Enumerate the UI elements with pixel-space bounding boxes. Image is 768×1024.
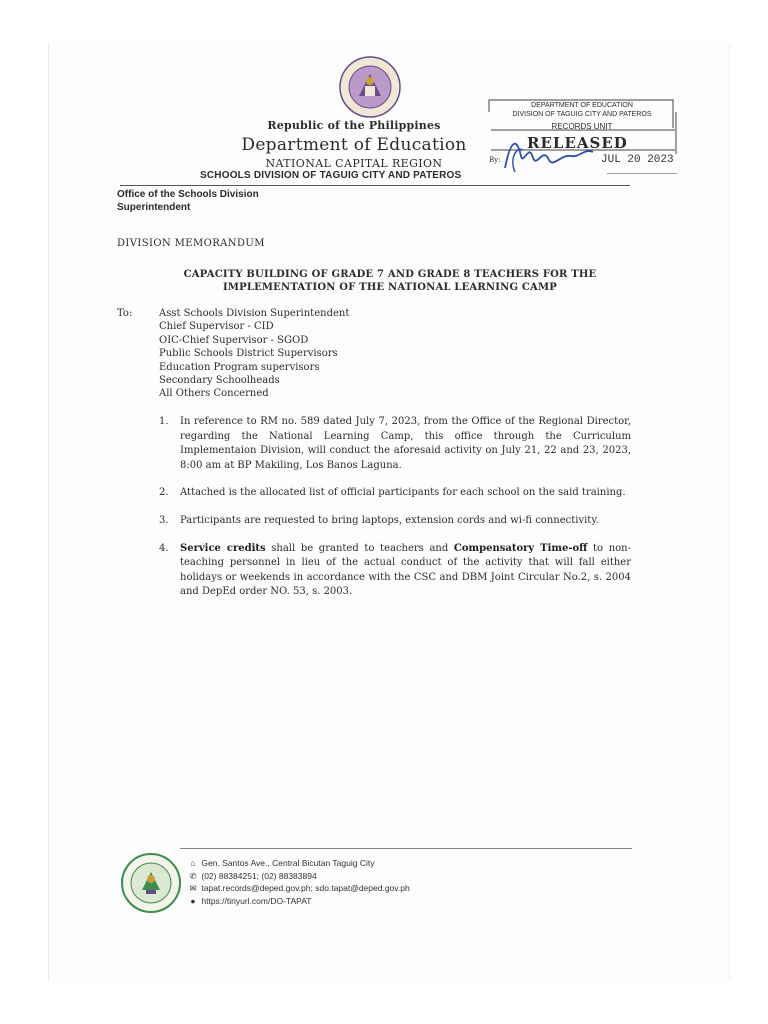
republic-heading: Republic of the Philippines: [267, 119, 441, 132]
sdo-taguig-logo-icon: [120, 852, 182, 914]
memo-body: [159, 415, 631, 613]
memo-paragraph: [159, 486, 631, 501]
office-label: Office of the Schools Division Superintendent: [117, 189, 259, 213]
recipient-item: Education Program supervisors: [159, 361, 320, 373]
phone-icon: ✆: [189, 870, 197, 881]
deped-seal-icon: [339, 56, 401, 118]
paragraph-number: 2.: [159, 487, 169, 499]
contact-list: [187, 857, 410, 907]
contact-phone: ✆ (02) 88384251; (02) 88383894: [187, 870, 410, 883]
recipient-item: Secondary Schoolheads: [159, 375, 280, 387]
stamp-date: JUL 20 2023: [601, 154, 674, 166]
contact-email: ✉ tapat.records@deped.gov.ph; sdo.tapat@deped.gov.ph: [187, 882, 410, 895]
paragraph-number: 3.: [159, 514, 169, 526]
paragraph-text: to non-teaching personnel in lieu of the actual conduct of the activity that will fall either holidays or weekends in accordance with the CSC and DBM Joint Circular No.2, s. 2004 and DepEd order NO. 53, s. 2003.: [180, 542, 631, 598]
compensatory-timeoff-text: Compensatory Time-off: [453, 542, 588, 554]
contact-website: ● https://tinyurl.com/DO-TAPAT: [187, 895, 410, 908]
recipient-item: Asst Schools Division Superintendent: [159, 308, 350, 319]
to-label: To:: [117, 308, 133, 319]
recipient-item: OIC-Chief Supervisor - SGOD: [159, 334, 309, 346]
contact-address: ⌂ Gen. Santos Ave., Central Bicutan Taguig City: [187, 857, 410, 870]
footer-divider: [180, 848, 632, 849]
mail-icon: ✉: [189, 883, 197, 894]
paragraph-text: Attached is the allocated list of official participants for each school on the said training.: [180, 487, 626, 499]
records-stamp: [487, 98, 677, 174]
memo-title: CAPACITY BUILDING OF GRADE 7 AND GRADE 8 TEACHERS FOR THE IMPLEMENTATION OF THE NATIONAL LEARNING CAMP: [183, 269, 597, 293]
stamp-department: DEPARTMENT OF EDUCATION: [531, 102, 633, 109]
header-divider: [120, 185, 630, 186]
memo-paragraph: [159, 514, 631, 529]
region-heading: NATIONAL CAPITAL REGION: [265, 157, 443, 170]
recipient-item: Public Schools District Supervisors: [159, 348, 338, 360]
memo-paragraph: [159, 415, 631, 473]
paragraph-text: Participants are requested to bring laptops, extension cords and wi-fi connectivity.: [180, 514, 599, 526]
paragraph-text: In reference to RM no. 589 dated July 7, 2023, from the Office of the Regional Director, regarding the National Learning Camp, this office through the Curriculum Implementaion Division, will conduct the aforesaid activity on July 21, 22 and 23, 2023, 8:00 am at BP Makiling, Los Banos Laguna.: [180, 416, 631, 471]
department-heading: Department of Education: [241, 135, 467, 155]
memo-type: DIVISION MEMORANDUM: [117, 238, 265, 249]
stamp-records-unit: RECORDS UNIT: [551, 122, 613, 131]
stamp-status: RELEASED: [527, 134, 628, 152]
recipient-item: All Others Concerned: [159, 388, 269, 400]
stamp-division: DIVISION OF TAGUIG CITY AND PATEROS: [512, 111, 652, 118]
recipient-item: Chief Supervisor - CID: [159, 321, 274, 333]
paragraph-number: 1.: [159, 416, 169, 427]
division-heading: SCHOOLS DIVISION OF TAGUIG CITY AND PATEROS: [200, 170, 462, 181]
memo-paragraph: [159, 542, 631, 600]
stamp-by-label: By:: [489, 156, 501, 164]
paragraph-text: shall be granted to teachers and: [265, 542, 454, 554]
recipient-list: [159, 307, 349, 401]
globe-icon: ●: [190, 895, 196, 906]
paragraph-number: 4.: [159, 542, 169, 554]
home-icon: ⌂: [190, 858, 196, 868]
service-credits-text: Service credits: [180, 542, 266, 554]
